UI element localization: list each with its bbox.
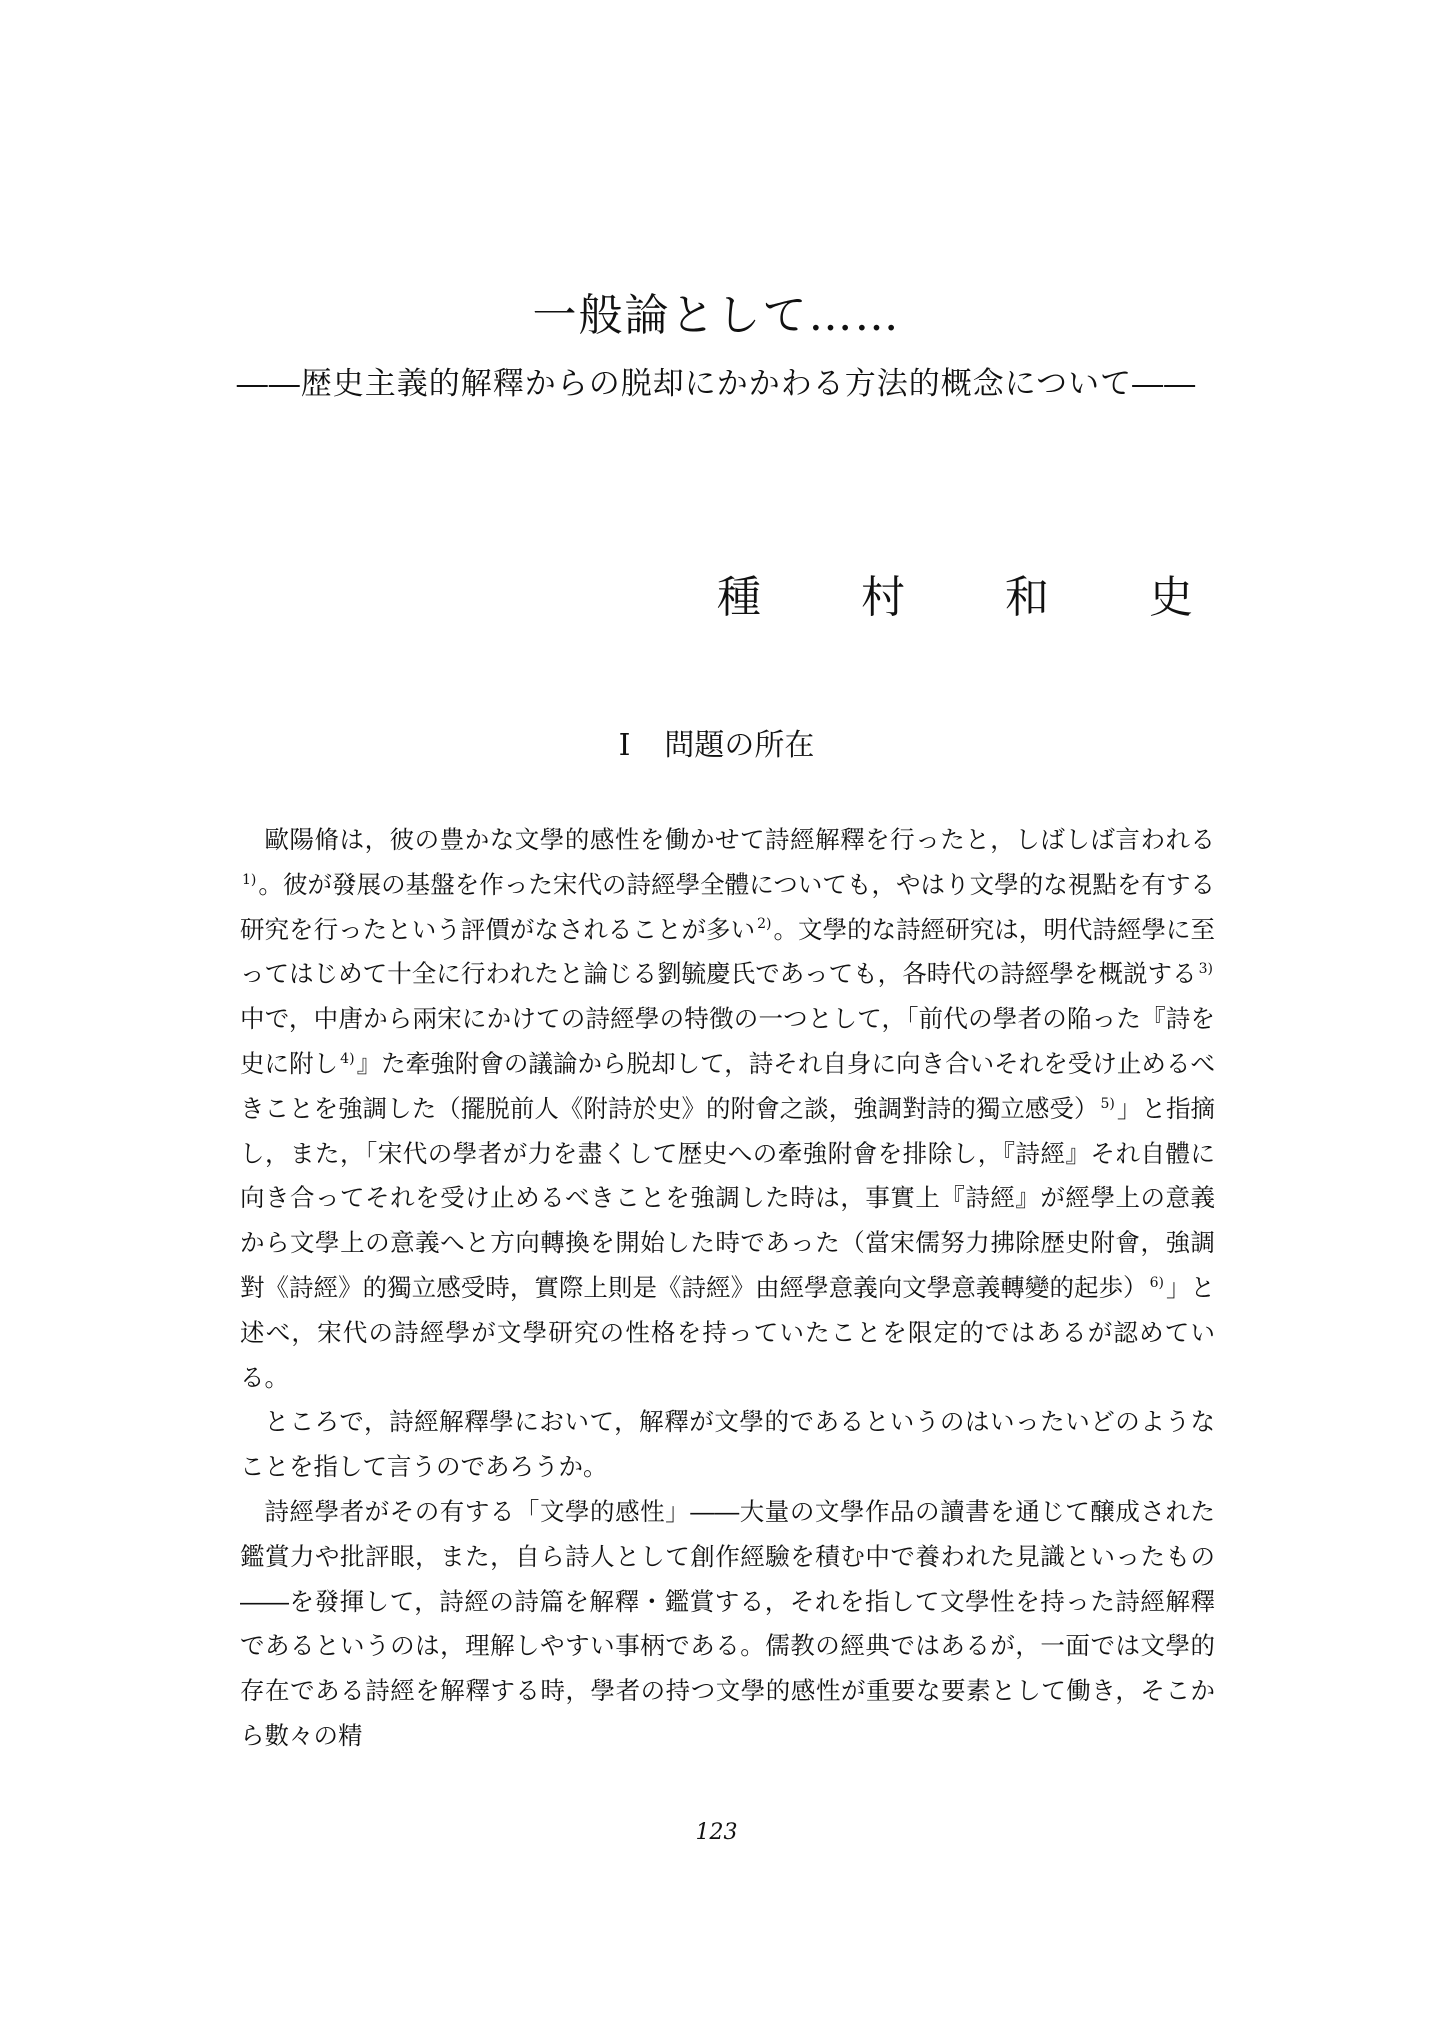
paragraph: ところで，詩經解釋學において，解釋が文學的であるというのはいったいどのようなことを指して言うのであろうか。: [240, 1407, 1215, 1482]
page-number: 123: [695, 1820, 738, 1845]
paragraph: [240, 818, 1215, 1400]
paragraph-text: 」と述べ，宋代の詩經學が文學研究の性格を持っていたことを限定的ではあるが認めている。: [240, 1272, 1216, 1392]
paragraph-text: 」と指摘し，また，「宋代の學者が力を盡くして歴史への牽強附會を排除し，『詩經』それ自體に向き合ってそれを受け止めるべきことを強調した時は，事實上『詩經』が經學上の意義から文學上の意義へと方向轉換を開始した時であった（當宋儒努力拂除歴史附會，強調對《詩經》的獨立感受時，實際上則是《詩經》由經學意義向文學意義轉變的起歩）: [240, 1093, 1216, 1302]
article-subtitle: ――歴史主義的解釋からの脱却にかかわる方法的概念について――: [236, 366, 1197, 402]
paragraph-text: 』た牽強附會の議論から脱却して，詩それ自身に向き合いそれを受け止めるべきことを強調した（擺脱前人《附詩於史》的附會之談，強調對詩的獨立感受）: [240, 1048, 1215, 1123]
footnote-ref[interactable]: 4): [340, 1050, 355, 1067]
footnote-ref[interactable]: 3): [1198, 961, 1213, 978]
footnote-ref[interactable]: 6): [1149, 1274, 1164, 1291]
paragraph-text: 。彼が發展の基盤を作った宋代の詩經學全體についても，やはり文學的な視點を有する研究を行ったという評價がなされることが多い: [240, 869, 1215, 944]
footnote-ref[interactable]: 5): [1100, 1095, 1115, 1112]
paragraph: 詩經學者がその有する「文學的感性」――大量の文學作品の讀書を通じて醸成された鑑賞力や批評眼，また，自ら詩人として創作經驗を積む中で養われた見識といったもの――を發揮して，詩經の詩篇を解釋・鑑賞する，それを指して文學性を持った詩經解釋であるというのは，理解しやすい事柄である。儒教の經典ではあるが，一面では文學的存在である詩經を解釋する時，學者の持つ文學的感性が重要な要素として働き，そこから數々の精: [240, 1496, 1215, 1750]
article-title: 一般論として……: [532, 290, 901, 341]
paragraph-text: 中で，中唐から兩宋にかけての詩經學の特徴の一つとして，「前代の學者の陥った『詩を史に附し: [240, 1004, 1216, 1078]
author-name: 種 村 和 史: [717, 572, 1221, 623]
footnote-ref[interactable]: 1): [242, 871, 257, 888]
section-heading: [0, 724, 1433, 768]
paragraph-text: 歐陽脩は，彼の豊かな文學的感性を働かせて詩經解釋を行ったと，しばしば言われる: [264, 825, 1215, 854]
paragraph-text: 。文學的な詩經研究は，明代詩經學に至ってはじめて十全に行われたと論じる劉毓慶氏であっても，各時代の詩經學を概説する: [240, 914, 1216, 989]
body-text: [240, 818, 1215, 1759]
section-title: 問題の所在: [664, 728, 815, 763]
footnote-ref[interactable]: 2): [757, 916, 772, 933]
section-number: Ⅰ: [618, 728, 631, 763]
